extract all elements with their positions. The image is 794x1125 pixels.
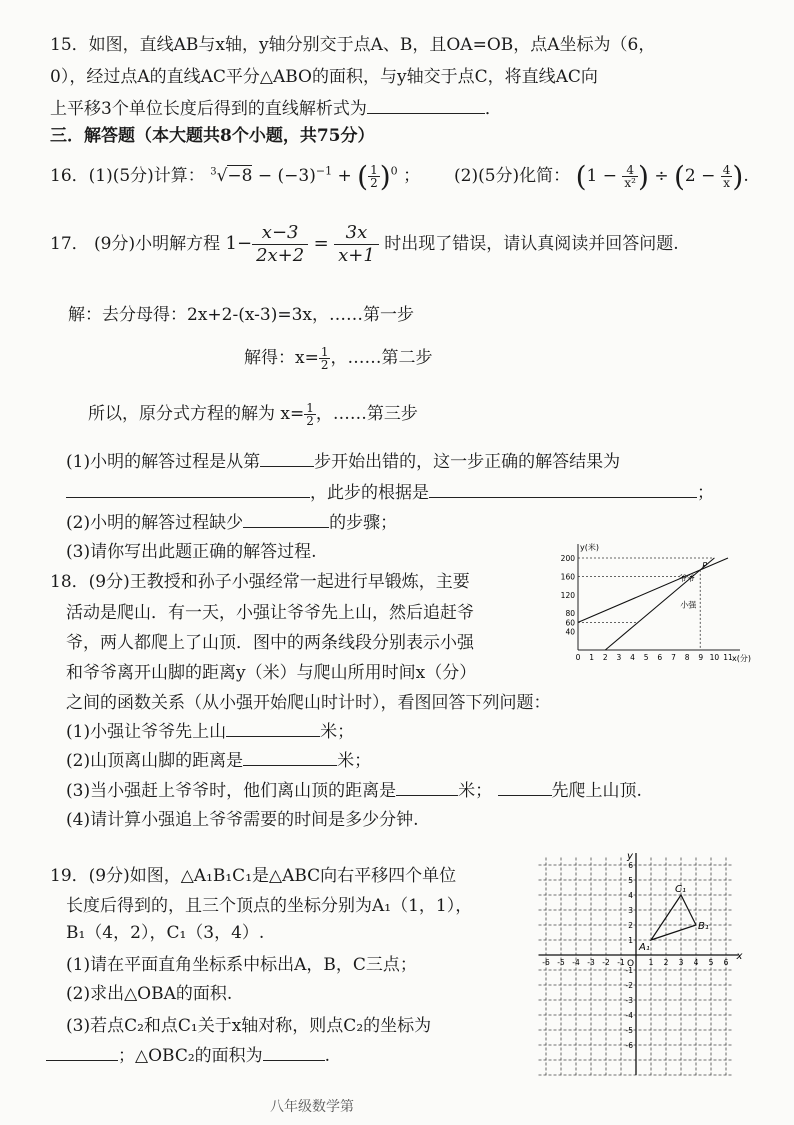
q17-equals: = [313,233,329,254]
q16-p2-rparen1: ) [637,160,649,193]
q18-line-0: 18．(9分)王教授和孙子小强经常一起进行早锻炼，主要 [50,572,470,592]
grid-y-tick-label: -3 [625,996,633,1005]
chart-y-tick-label: 40 [565,627,575,637]
q17-header [50,222,679,267]
chart-series-label-xiaoqiang: 小强 [680,600,697,610]
q19-coordinate-grid [542,843,744,1087]
chart-x-tick-label: 8 [684,653,690,662]
grid-x-tick-label: 2 [663,958,669,967]
triangle-a1b1c1 [651,895,696,940]
grid-origin-label: O [627,959,635,969]
chart-x-tick-label: 4 [630,653,635,662]
grid-x-tick-label: -6 [542,958,550,967]
grid-y-tick-label: 4 [628,891,633,900]
grid-x-tick-label: -4 [572,958,580,967]
q15-line3-end: ． [484,99,502,119]
q17-step1: 解：去分母得：2x+2-(x-3)=3x，……第一步 [68,305,414,325]
chart-point-p-label: P [702,560,708,570]
chart-x-label: x(分) [732,654,751,663]
grid-y-tick-label: -4 [625,1011,633,1020]
chart-x-tick-label: 7 [671,653,676,662]
q17-step3 [88,399,418,427]
page-footer: 八年级数学第 [270,1099,354,1115]
q15-answer-blank[interactable] [367,96,485,114]
grid-y-tick-label: 2 [628,921,633,930]
q17-sub1-d: ； [697,483,714,503]
q18-sub3-a: (3)当小强赶上爷爷时，他们离山顶的距离是 [66,781,397,801]
label-c1: C₁ [675,884,686,895]
grid-x-tick-label: -5 [557,958,565,967]
q16-p2-b: 2 − [684,166,721,186]
q17-lhs-frac: $\frac{x-3}{2x+2}$ [252,222,308,267]
q15-line3 [50,94,502,119]
q17-step2-prefix: 解得：x= [244,348,319,368]
chart-y-tick-label: 160 [560,572,575,582]
q18-distance-time-chart [554,538,751,670]
q16-plus: + [337,166,358,186]
q17-prefix: 17． (9分)小明解方程 [50,234,221,254]
q19-sub3-c: . [324,1046,331,1066]
q18-remaining-distance-blank[interactable] [396,778,458,796]
q16-frac-4-x2: $\frac{4}{\text{x²}}$ [624,163,636,190]
q18-sub3 [66,776,642,801]
q17-correct-result-blank[interactable] [66,480,310,498]
q16-p2-lparen2: ( [673,160,685,193]
grid-y-tick-label: 5 [628,876,633,885]
q17-missing-step-blank[interactable] [243,510,329,528]
q16-part1-prefix: 16．(1)(5分)计算： [50,166,205,186]
label-a1: A₁ [639,942,650,953]
chart-x-tick-label: 1 [589,653,595,662]
q19-line-1: 长度后得到的，且三个顶点的坐标分别为A₁（1，1）， [66,896,473,916]
q17-rhs-frac: $\frac{3x}{x+1}$ [334,222,379,267]
q16-line [50,160,420,193]
q17-basis-blank[interactable] [429,480,697,498]
q16-part1-end: ； [403,166,421,186]
q16-frac-4-x: $\frac{4}{x}$ [722,163,731,190]
q19-sub3: (3)若点C₂和点C₁关于x轴对称，则点C₂的坐标为 [66,1016,432,1036]
q19-sub1: (1)请在平面直角坐标系中标出A，B，C三点； [66,955,417,975]
q17-sub2 [66,508,397,533]
q17-sub1-line2 [66,478,714,503]
q16-p2-a: 1 − [586,166,623,186]
grid-y-axis-label: y [627,851,633,862]
q16-p2-lparen1: ( [575,160,587,193]
q16-part2-prefix: (2)(5分)化简： [454,166,571,186]
chart-series-label-grandpa: 爷爷 [678,574,695,583]
chart-y-tick-label: 120 [560,590,575,600]
q17-step2-frac: $\frac{1}{2}$ [320,345,329,372]
chart-x-tick-label: 3 [616,653,622,662]
q15-line3-text: 上平移3个单位长度后得到的直线解析式为 [50,99,367,119]
q19-sub2: (2)求出△OBA的面积. [66,984,233,1004]
q16-radical-sign: √ [216,166,228,186]
q17-sub1-line1 [66,447,620,472]
q19-sub3-line2 [46,1041,330,1066]
q19-sub3-b: ；△OBC₂的面积为 [118,1046,263,1066]
chart-x-tick-label: 0 [575,653,581,662]
q18-sub3-c: 先爬上山顶. [551,781,642,801]
label-b1: B₁ [698,921,709,932]
q18-sub2 [66,746,371,771]
grid-y-tick-label: -6 [625,1041,633,1050]
q17-suffix: 时出现了错误，请认真阅读并回答问题. [384,234,679,254]
chart-x-tick-label: 10 [709,653,720,662]
q16-radicand: −8 [227,166,253,186]
q18-who-first-blank[interactable] [498,778,552,796]
grid-y-tick-label: 1 [628,936,633,945]
q18-sub2-b: 米； [337,751,372,771]
q17-one-minus: 1− [225,233,253,254]
q18-sub3-b: 米； [458,781,493,801]
q16-part2 [454,160,749,193]
q19-area-blank[interactable] [263,1043,325,1061]
q16-mid: − (−3) [257,166,316,186]
q17-step2 [244,343,432,371]
chart-x-tick-label: 11 [723,653,733,662]
grid-x-axis-label: x [736,951,743,962]
q15-line1: 15．如图，直线AB与x轴，y轴分别交于点A、B，且OA=OB，点A坐标为（6， [50,35,656,55]
q17-sub1-b: 步开始出错的，这一步正确的解答结果为 [314,452,621,472]
q18-sub4: (4)请计算小强追上爷爷需要的时间是多少分钟. [66,810,419,830]
chart-x-tick-label: 5 [643,653,649,662]
chart-x-tick-label: 2 [602,653,608,662]
q17-sub2-b: 的步骤； [329,513,398,533]
q17-step3-suffix: ，……第三步 [315,404,418,424]
q17-step-number-blank[interactable] [260,449,314,467]
q17-sub2-a: (2)小明的解答过程缺少 [66,513,244,533]
grid-y-tick-label: -1 [625,966,633,975]
q16-rparen: ) [379,160,391,193]
grid-x-tick-label: 1 [648,958,654,967]
grid-x-tick-label: 4 [693,958,699,967]
q16-half: $\frac{1}{2}$ [370,163,378,190]
q19-c2-coordinate-blank[interactable] [46,1043,118,1061]
q17-step3-prefix: 所以，原分式方程的解为 x= [88,404,305,424]
q16-p2-rparen2: ) [732,160,744,193]
q16-cube-index: 3 [210,166,217,178]
q18-line-3: 和爷爷离开山脚的距离y（米）与爬山所用时间x（分） [66,663,477,683]
q17-step3-frac: $\frac{1}{2}$ [306,401,314,428]
chart-y-tick-label: 80 [565,609,575,619]
grid-y-tick-label: -5 [625,1026,633,1035]
grid-x-tick-label: -1 [617,958,625,967]
q18-head-start-blank[interactable] [226,719,320,737]
q18-summit-distance-blank[interactable] [243,748,337,766]
q16-div: ÷ [654,166,674,186]
grid-x-tick-label: 6 [723,958,729,967]
chart-y-label: y(米) [580,543,599,552]
q18-sub2-a: (2)山顶离山脚的距离是 [66,751,244,771]
grid-x-tick-label: 5 [708,958,714,967]
section-3-heading: 三．解答题（本大题共8个小题，共75分） [50,126,375,146]
grid-y-tick-label: 3 [628,906,633,915]
q19-line-0: 19．(9分)如图，△A₁B₁C₁是△ABC向右平移四个单位 [50,866,457,886]
grid-x-tick-label: 3 [678,958,684,967]
q19-line-2: B₁（4，2），C₁（3，4）. [66,923,265,943]
q16-lparen: ( [357,160,369,193]
grid-y-tick-label: 6 [628,861,633,870]
grid-y-tick-label: -2 [625,981,633,990]
chart-x-tick-label: 9 [698,653,704,662]
chart-y-tick-label: 200 [560,554,575,563]
q16-exp-neg1: −1 [315,164,333,178]
q18-line-1: 活动是爬山．有一天，小强让爷爷先上山，然后追赶爷 [66,603,474,623]
q17-sub1-c: ，此步的根据是 [310,483,429,503]
chart-x-tick-label: 6 [657,653,663,662]
grid-x-tick-label: -2 [602,958,610,967]
q18-sub1-a: (1)小强让爷爷先上山 [66,722,227,742]
q15-line2: 0），经过点A的直线AC平分△ABO的面积，与y轴交于点C，将直线AC向 [50,67,598,87]
q16-exp-zero: 0 [390,164,398,178]
chart-y-tick-label: 60 [565,618,575,628]
q18-sub1 [66,717,354,742]
q17-sub3: (3)请你写出此题正确的解答过程. [66,542,317,562]
grid-x-tick-label: -3 [587,958,595,967]
q18-line-2: 爷，两人都爬上了山顶．图中的两条线段分别表示小强 [66,633,474,653]
q17-step2-suffix: ，……第二步 [330,348,433,368]
q18-line-4: 之间的函数关系（从小强开始爬山时计时），看图回答下列问题： [66,693,551,713]
q16-part2-end: . [743,166,749,186]
q17-sub1-a: (1)小明的解答过程是从第 [66,452,261,472]
q18-sub1-b: 米； [320,722,355,742]
